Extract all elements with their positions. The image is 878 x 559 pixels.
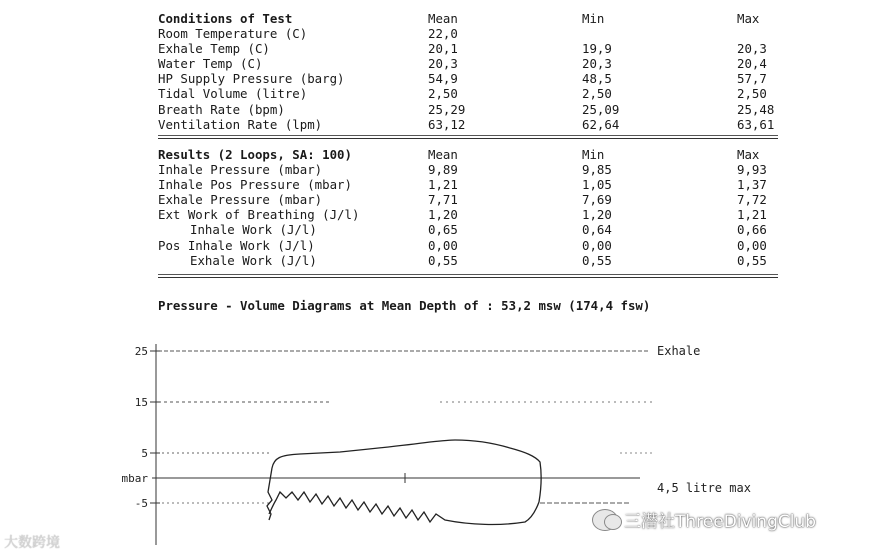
y-tick-label: -5	[134, 497, 148, 510]
mean-value: 1,20	[428, 207, 458, 223]
inhale-start-trace	[267, 468, 272, 520]
wechat-icon	[592, 509, 618, 531]
table-row	[158, 56, 798, 71]
row-label: Exhale Temp (C)	[158, 41, 270, 57]
table-row	[158, 86, 798, 101]
table-divider	[158, 135, 778, 136]
table-row	[158, 253, 798, 268]
row-label	[158, 238, 315, 253]
min-value: 0,00	[582, 237, 612, 253]
row-label: Inhale Work (J/l)	[190, 222, 317, 238]
mean-value: 7,71	[428, 192, 458, 208]
min-value: 62,64	[582, 116, 620, 132]
table-divider	[158, 274, 778, 275]
table-divider	[158, 277, 778, 278]
min-value: 7,69	[582, 192, 612, 208]
min-value: 1,05	[582, 177, 612, 193]
results-table	[158, 147, 798, 268]
mean-value: 63,12	[428, 116, 466, 132]
mean-value: 1,21	[428, 177, 458, 193]
results-title: Results (2 Loops, SA: 100)	[158, 147, 352, 162]
max-value: 20,4	[737, 56, 767, 72]
inhale-curve	[269, 492, 539, 524]
col-min-header: Min	[582, 11, 605, 26]
table-row	[158, 162, 798, 177]
exhale-label: Exhale	[657, 344, 701, 358]
min-value: 9,85	[582, 162, 612, 178]
y-tick-label: 15	[134, 396, 148, 409]
col-max-header: Max	[737, 11, 760, 26]
min-value: 19,9	[582, 41, 612, 57]
col-max-header: Max	[737, 147, 760, 162]
mean-value: 20,3	[428, 56, 458, 72]
table-row	[158, 41, 798, 56]
y-tick-label: 5	[141, 447, 148, 460]
y-tick-label: 25	[134, 345, 148, 358]
row-label: Inhale Pos Pressure (mbar)	[158, 177, 352, 193]
exhale-curve	[272, 440, 541, 502]
max-value: 25,48	[737, 101, 775, 117]
min-value: 20,3	[582, 56, 612, 72]
row-label: HP Supply Pressure (barg)	[158, 71, 345, 87]
mean-value: 20,1	[428, 41, 458, 57]
max-value: 57,7	[737, 71, 767, 87]
table-row	[158, 117, 798, 132]
max-value: 1,37	[737, 177, 767, 193]
max-value: 0,66	[737, 222, 767, 238]
plot-title: Pressure - Volume Diagrams at Mean Depth of : 53,2 msw (174,4 fsw)	[158, 298, 651, 313]
min-value: 2,50	[582, 86, 612, 102]
mean-value: 22,0	[428, 26, 458, 42]
min-value: 0,64	[582, 222, 612, 238]
row-label: Breath Rate (bpm)	[158, 101, 285, 117]
table-row	[158, 71, 798, 86]
row-label: Ext Work of Breathing (J/l)	[158, 207, 360, 223]
table-row	[158, 102, 798, 117]
min-value: 48,5	[582, 71, 612, 87]
watermark-left: 大数跨境	[4, 535, 60, 551]
conditions-title: Conditions of Test	[158, 11, 293, 26]
row-label: Water Temp (C)	[158, 56, 263, 72]
row-label: Exhale Work (J/l)	[190, 252, 317, 268]
max-value: 7,72	[737, 192, 767, 208]
conditions-table	[158, 11, 798, 132]
table-row	[158, 192, 798, 207]
col-mean-header: Mean	[428, 11, 458, 26]
mean-value: 54,9	[428, 71, 458, 87]
row-label: Ventilation Rate (lpm)	[158, 116, 323, 132]
row-label: Room Temperature (C)	[158, 26, 308, 42]
table-divider	[158, 138, 778, 139]
max-value: 63,61	[737, 116, 775, 132]
watermark-right-text: 三潜社ThreeDivingClub	[624, 512, 817, 532]
max-value: 9,93	[737, 162, 767, 178]
mean-value: 9,89	[428, 162, 458, 178]
mean-value: 0,00	[428, 237, 458, 253]
row-label: Exhale Pressure (mbar)	[158, 192, 323, 208]
col-min-header: Min	[582, 147, 605, 162]
max-value: 1,21	[737, 207, 767, 223]
table-row	[158, 238, 798, 253]
row-label-text: Pos Inhale Work (J/l)	[158, 237, 315, 253]
max-value: 0,00	[737, 237, 767, 253]
max-value: 0,55	[737, 252, 767, 268]
mean-value: 2,50	[428, 86, 458, 102]
results-header-row	[158, 147, 798, 162]
row-label: Tidal Volume (litre)	[158, 86, 308, 102]
min-value: 1,20	[582, 207, 612, 223]
table-row	[158, 222, 798, 237]
max-value: 20,3	[737, 41, 767, 57]
table-row	[158, 26, 798, 41]
min-value: 25,09	[582, 101, 620, 117]
row-label: Inhale Pressure (mbar)	[158, 162, 323, 178]
table-row	[158, 177, 798, 192]
mean-value: 25,29	[428, 101, 466, 117]
volume-max-label: 4,5 litre max	[657, 481, 751, 495]
max-value: 2,50	[737, 86, 767, 102]
col-mean-header: Mean	[428, 147, 458, 162]
watermark-right	[592, 507, 816, 532]
min-value: 0,55	[582, 252, 612, 268]
mean-value: 0,55	[428, 252, 458, 268]
mean-value: 0,65	[428, 222, 458, 238]
conditions-header-row	[158, 11, 798, 26]
table-row	[158, 207, 798, 222]
y-axis-unit-label: mbar	[121, 472, 148, 485]
